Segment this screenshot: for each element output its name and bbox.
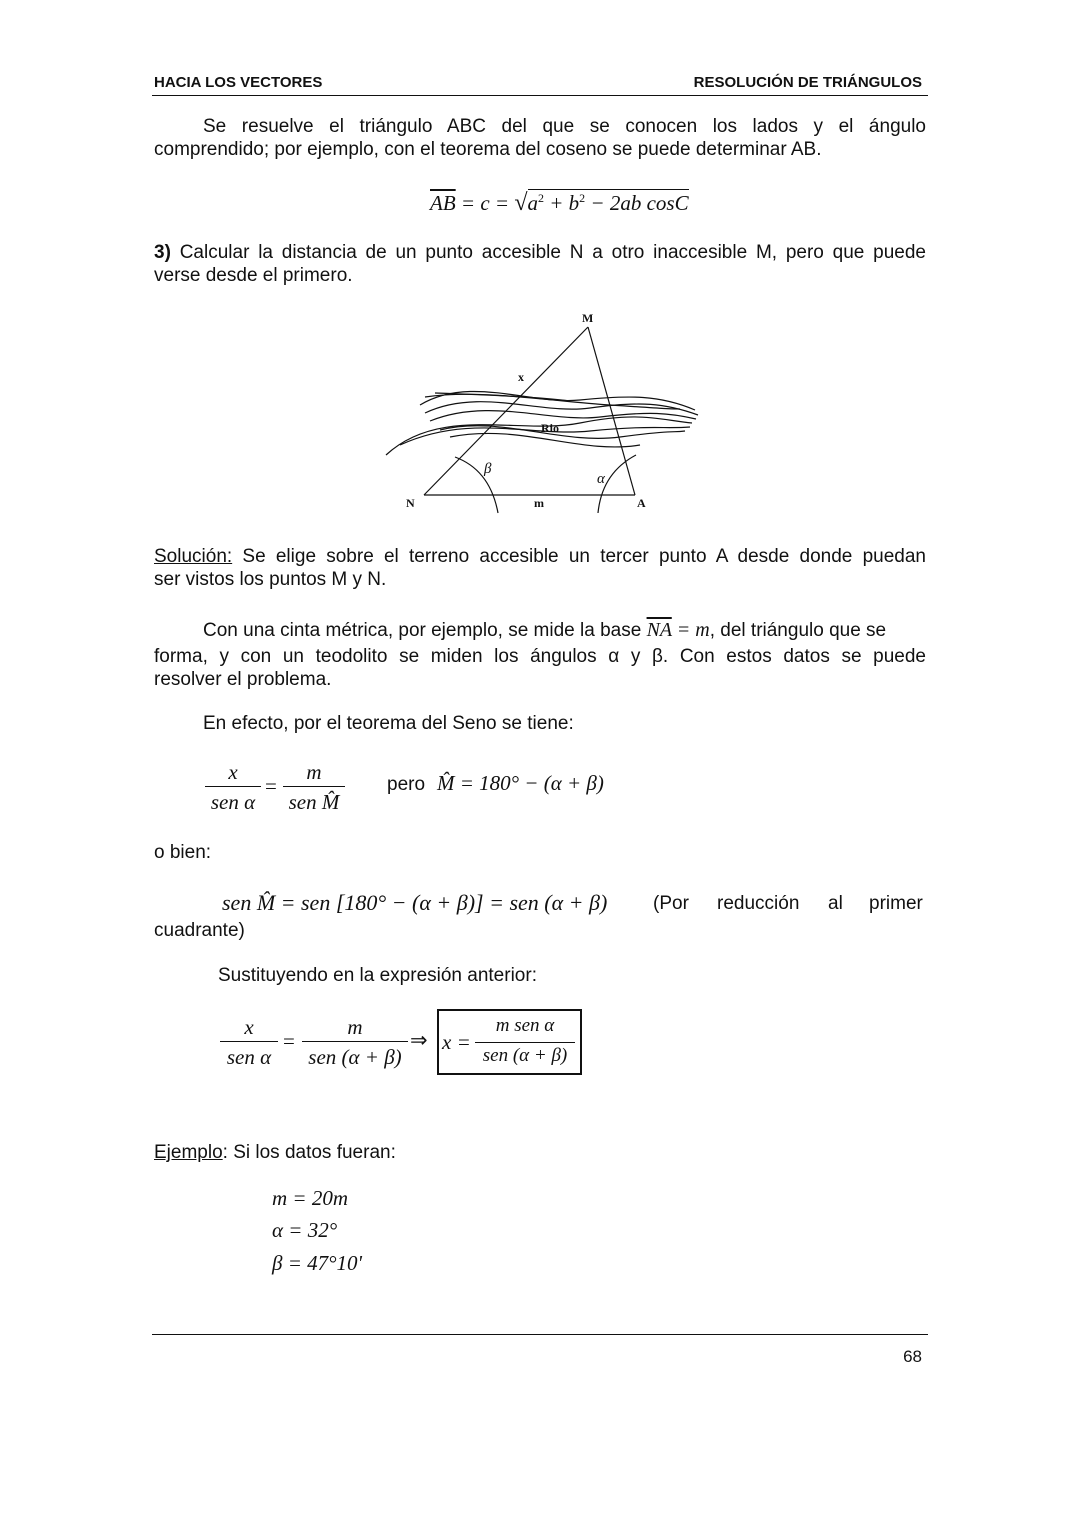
river-line	[450, 433, 640, 447]
eq3-fraction-bar	[220, 1041, 278, 1042]
radicand-b: + b	[549, 191, 580, 215]
eq2-expression: sen M̂ = sen [180° − (α + β)] = sen (α + β)	[222, 890, 608, 915]
side-ma-line	[588, 327, 635, 495]
eq1-den-sen-alpha: sen α	[210, 790, 256, 814]
sqrt-sign: √	[514, 190, 528, 216]
intro-line-1: Se resuelve el triángulo ABC del que se conocen los lados y el ángulo	[203, 116, 926, 137]
eq1-pero: pero	[387, 774, 426, 795]
measure-line-3: resolver el problema.	[154, 669, 332, 690]
solution-line-1	[154, 545, 926, 568]
label-m-top: M	[582, 311, 594, 325]
o-bien: o bien:	[154, 842, 212, 863]
eq3-den-sen-alpha-beta: sen (α + β)	[308, 1045, 402, 1069]
box-denominator: sen (α + β)	[482, 1045, 568, 1066]
river-line	[425, 394, 680, 409]
eq2-note-cuadrante: cuadrante)	[154, 920, 245, 941]
problem-3-text: Calcular la distancia de un punto accesible N a otro inaccesible M, pero que puede	[179, 242, 926, 263]
substituting-text: Sustituyendo en la expresión anterior:	[218, 965, 537, 986]
river-triangle-figure	[380, 305, 710, 520]
eq1-rhs: M̂ = 180° − (α + β)	[437, 771, 604, 795]
measure-text-pre: Con una cinta métrica, por ejemplo, se mide la base	[203, 620, 642, 641]
beta-arc	[455, 457, 498, 513]
label-m-base: m	[534, 496, 544, 510]
example-value-m: m = 20m	[272, 1186, 349, 1210]
eq3-x-equals: x =	[442, 1030, 471, 1054]
label-alpha: α	[597, 471, 605, 487]
eq3-equals: =	[283, 1029, 295, 1053]
exp-a: 2	[538, 191, 544, 205]
solution-heading: Solución:	[154, 546, 233, 567]
label-n: N	[406, 496, 415, 510]
cos-mid: = c =	[460, 191, 510, 215]
measure-line-1	[203, 619, 886, 642]
solution-text: Se elige sobre el terreno accesible un tercer punto A desde donde puedan	[242, 546, 926, 567]
problem-3-line-1	[154, 241, 926, 264]
measure-text-post: , del triángulo que se	[709, 620, 887, 641]
eq3-num-x: x	[244, 1015, 254, 1039]
eq2-note-reduccion: reducción	[717, 893, 800, 914]
result-box	[437, 1009, 582, 1075]
page-number: 68	[903, 1347, 922, 1366]
running-header-left: HACIA LOS VECTORES	[154, 74, 323, 91]
ab-segment: $\overline{AB}$	[430, 191, 456, 215]
eq1-equals: =	[265, 774, 277, 798]
problem-number: 3)	[154, 242, 171, 263]
example-value-beta: β = 47°10'	[272, 1251, 363, 1275]
box-numerator: m sen α	[495, 1015, 555, 1036]
angle-c-hat: C	[674, 191, 689, 215]
solution-line-2: ser vistos los puntos M y N.	[154, 569, 387, 590]
eq3-fraction-bar-2	[302, 1041, 408, 1042]
footer-rule	[152, 1334, 928, 1335]
example-text: : Si los datos fueran:	[222, 1142, 396, 1163]
eq1-fraction-bar-2	[283, 786, 345, 787]
header-rule	[152, 95, 928, 96]
radicand	[528, 189, 689, 215]
na-equals-m: = m	[671, 619, 710, 641]
eq3-implies-arrow: ⇒	[410, 1028, 428, 1052]
river-line	[430, 411, 696, 421]
example-value-alpha: α = 32°	[272, 1218, 338, 1242]
measure-line-2: forma, y con un teodolito se miden los ángulos α y β. Con estos datos se puede	[154, 646, 926, 667]
label-a: A	[637, 496, 646, 510]
eq1-fraction-bar	[205, 786, 261, 787]
box-fraction-bar	[475, 1042, 575, 1043]
na-segment: $\overline{NA}$	[646, 619, 672, 641]
eq1-num-x: x	[228, 760, 238, 784]
radicand-rest: − 2ab cos	[590, 191, 675, 215]
eq3-den-sen-alpha: sen α	[226, 1045, 272, 1069]
eq3-num-m: m	[347, 1015, 363, 1039]
exp-b: 2	[579, 191, 586, 205]
running-header-right: RESOLUCIÓN DE TRIÁNGULOS	[693, 74, 922, 91]
eq2-note-al: al	[828, 893, 843, 914]
label-rio: Rio	[541, 421, 559, 435]
sine-law-intro: En efecto, por el teorema del Seno se tiene:	[203, 713, 574, 734]
eq1-num-m: m	[306, 760, 322, 784]
problem-3-line-2: verse desde el primero.	[154, 265, 353, 286]
eq1-den-sen-m: sen M̂	[288, 790, 340, 814]
radicand-a: a	[527, 191, 538, 215]
river-line	[386, 417, 692, 455]
example-label: Ejemplo	[154, 1142, 223, 1163]
label-beta: β	[484, 461, 492, 477]
example-heading	[154, 1141, 396, 1164]
eq2-note-por: (Por	[653, 893, 689, 914]
label-x: x	[518, 370, 524, 384]
intro-line-2: comprendido; por ejemplo, con el teorema del coseno se puede determinar AB.	[154, 139, 822, 160]
cosine-law-formula	[430, 190, 689, 217]
eq2-note-primer: primer	[869, 893, 923, 914]
